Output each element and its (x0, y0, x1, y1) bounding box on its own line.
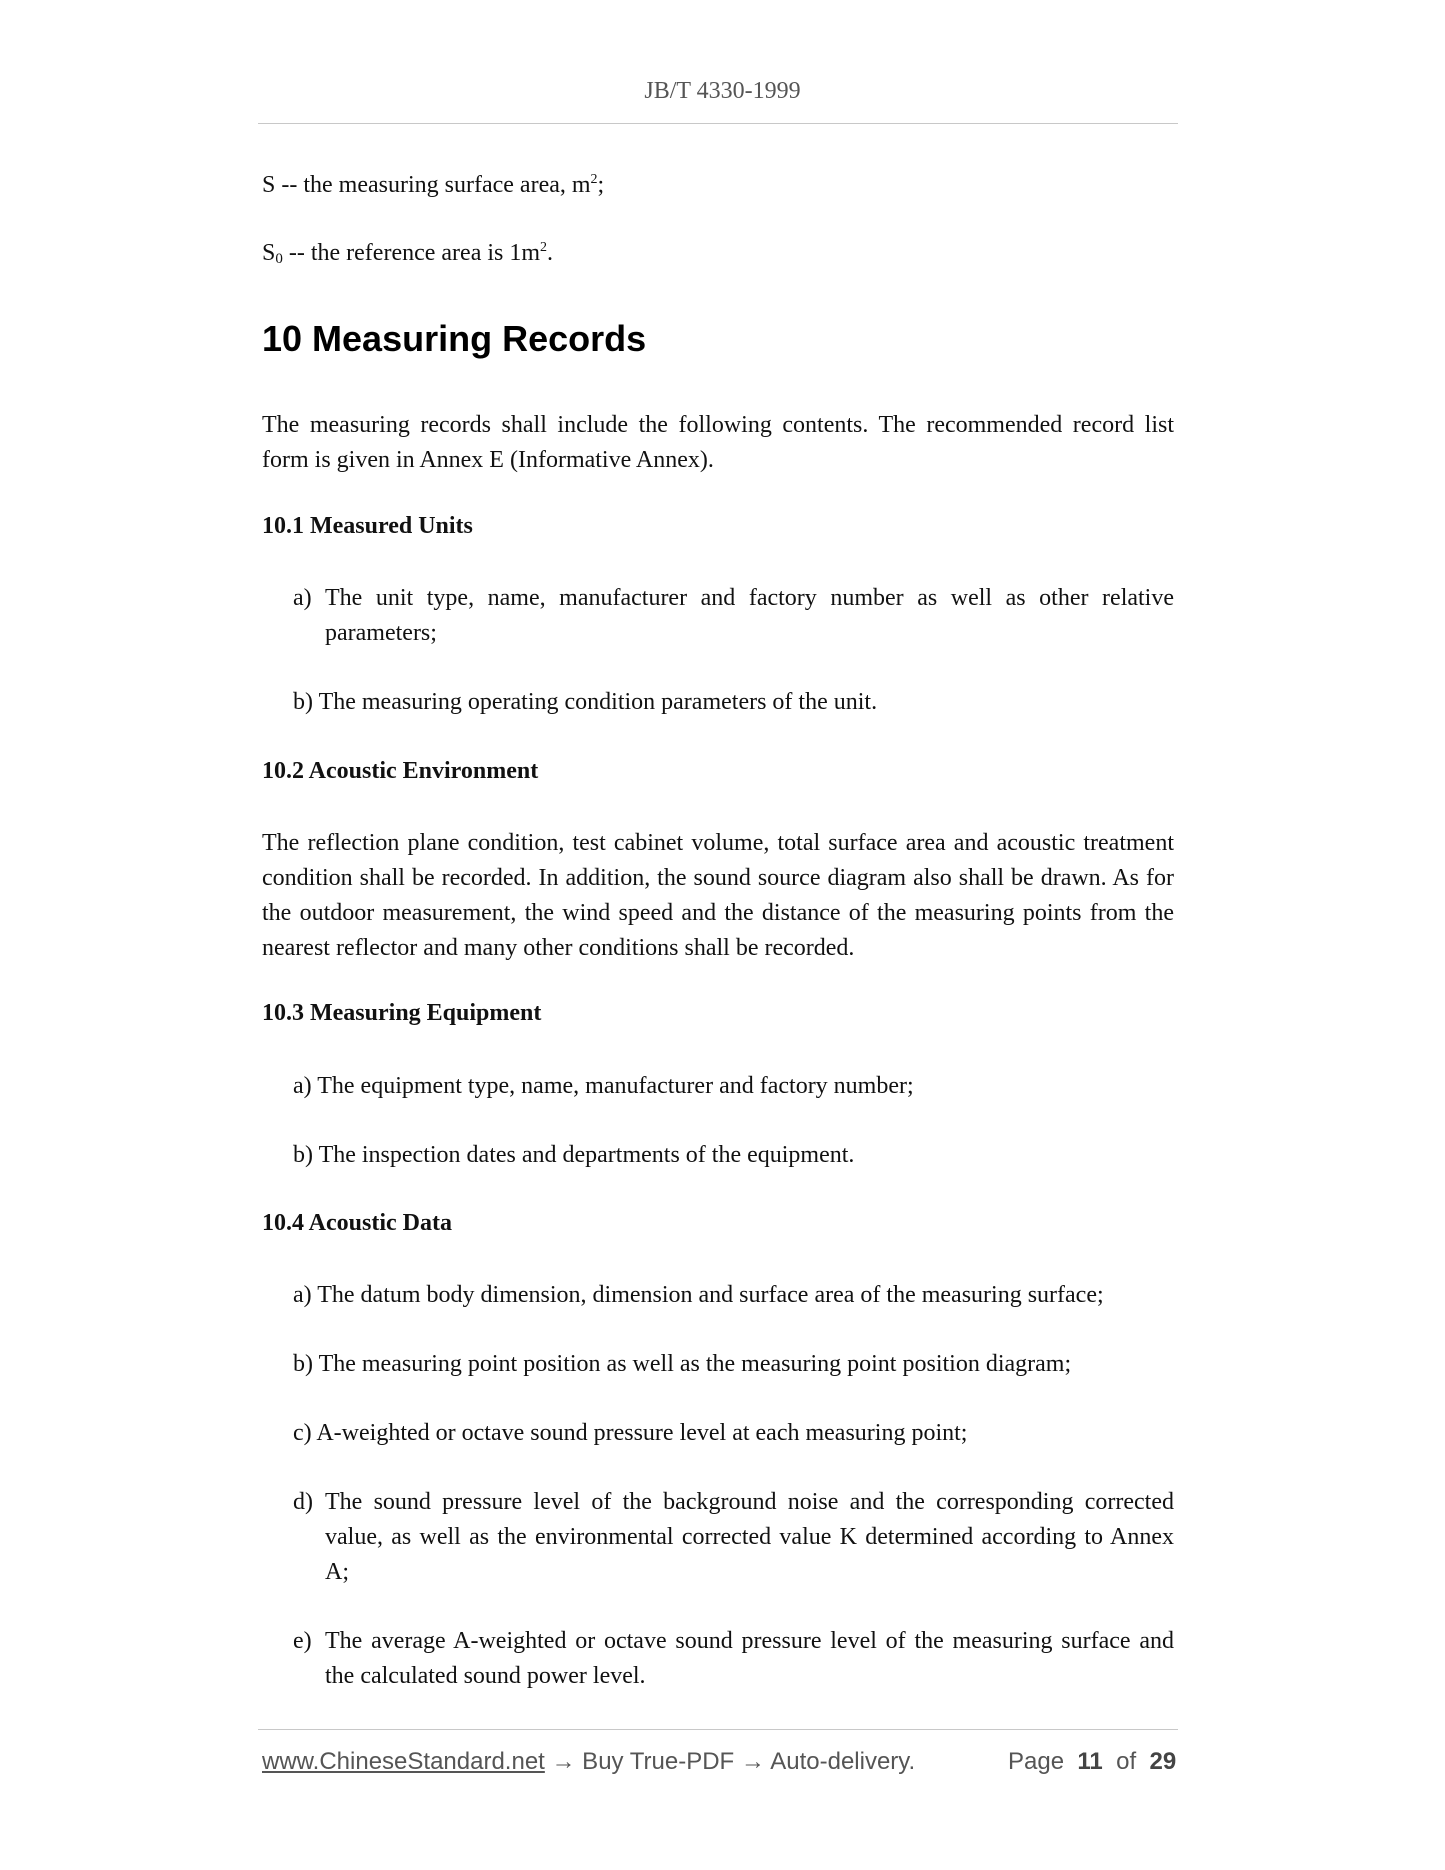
subsection-heading-10-2: 10.2 Acoustic Environment (262, 758, 539, 784)
list-label: b) (293, 1142, 313, 1168)
subsection-heading-10-3: 10.3 Measuring Equipment (262, 1000, 542, 1026)
list-text: The equipment type, name, manufacturer and factory number; (317, 1073, 914, 1099)
def-symbol: S (262, 172, 276, 198)
list-label: a) (293, 1282, 312, 1308)
list-text: The unit type, name, manufacturer and factory number as well as other relative parameters; (325, 585, 1174, 646)
list-text: The sound pressure level of the background noise and the corresponding corrected value, as well as the environmental corrected value K determined according to Annex A; (325, 1489, 1174, 1585)
list-item (293, 1485, 1174, 1590)
list-item (293, 1347, 1174, 1382)
site-link[interactable]: www.ChineseStandard.net (262, 1748, 545, 1775)
footer-tagline: → Buy True-PDF → Auto-delivery. (544, 1748, 916, 1775)
def-text: -- the reference area is 1m (282, 240, 541, 266)
list-text: The measuring operating condition parameters of the unit. (318, 689, 878, 715)
list-label: a) (293, 585, 312, 611)
list-label: e) (293, 1628, 312, 1654)
header-divider (258, 123, 1178, 124)
current-page-number: 11 (1077, 1748, 1103, 1775)
page-indicator (1008, 1748, 1176, 1776)
list-item (293, 1416, 1174, 1451)
subsection-heading-10-1: 10.1 Measured Units (262, 513, 473, 539)
section-intro: The measuring records shall include the following contents. The recommended record list form is given in Annex E (Informative Annex). (262, 412, 1174, 473)
subsection-heading-10-4: 10.4 Acoustic Data (262, 1210, 452, 1236)
list-text: The datum body dimension, dimension and surface area of the measuring surface; (317, 1282, 1104, 1308)
list-label: d) (293, 1489, 313, 1515)
def-symbol: S (262, 240, 276, 266)
def-tail: . (547, 240, 554, 266)
def-sub: 0 (275, 251, 283, 267)
def-sup: 2 (590, 172, 598, 187)
list-item (293, 1624, 1174, 1694)
document-code-header: JB/T 4330-1999 (644, 78, 801, 104)
list-item (293, 1138, 1174, 1173)
list-item (293, 685, 1174, 720)
list-item (293, 1069, 1174, 1104)
definition-s0 (262, 236, 1174, 271)
footer-promo (262, 1748, 915, 1776)
list-label: c) (293, 1420, 312, 1446)
list-text: A-weighted or octave sound pressure level at each measuring point; (316, 1420, 968, 1446)
def-tail: ; (597, 172, 605, 198)
list-label: b) (293, 689, 313, 715)
list-text: The measuring point position as well as the measuring point position diagram; (318, 1351, 1072, 1377)
footer-divider (258, 1729, 1178, 1730)
list-text: The inspection dates and departments of the equipment. (318, 1142, 855, 1168)
list-label: a) (293, 1073, 312, 1099)
def-text: -- the measuring surface area, m (275, 172, 591, 198)
total-pages-number: 29 (1149, 1748, 1177, 1775)
section-heading: 10 Measuring Records (262, 318, 647, 359)
acoustic-environment-body: The reflection plane condition, test cabinet volume, total surface area and acoustic treatment condition shall be recorded. In addition, the sound source diagram also shall be drawn. As for the outdoor measurement, the wind speed and the distance of the measuring points from the nearest reflector and many other conditions shall be recorded. (262, 830, 1174, 961)
list-label: b) (293, 1351, 313, 1377)
list-item (293, 1278, 1174, 1313)
of-word: of (1116, 1748, 1137, 1775)
list-item (293, 581, 1174, 651)
list-text: The average A-weighted or octave sound pressure level of the measuring surface and the calculated sound power level. (325, 1628, 1174, 1689)
page-word: Page (1008, 1748, 1065, 1775)
def-sup: 2 (540, 240, 548, 255)
definition-s (262, 168, 1174, 203)
